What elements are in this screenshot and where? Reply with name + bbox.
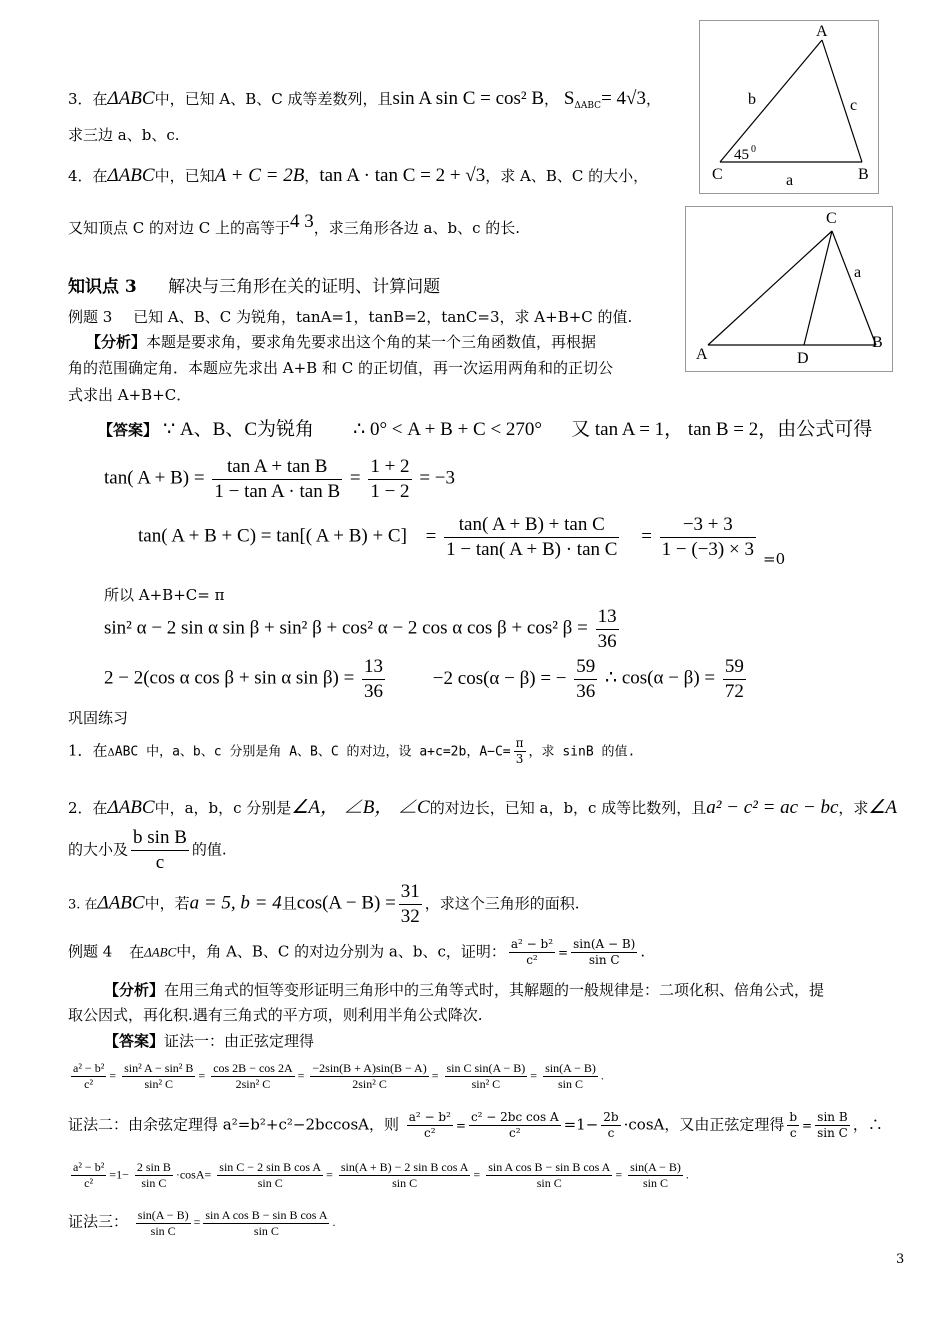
q3-area-symbol: S bbox=[563, 88, 575, 109]
answer-range: ∴ 0° < A + B + C < 270° bbox=[353, 419, 543, 440]
analysis-text-1: 本题是要求角，要求角先要求出这个角的某一个三角函数值，再根据 bbox=[146, 333, 597, 351]
practice-2-line2: 的大小及 $\frac{\text{b sin B}}{c}$ 的值. bbox=[68, 827, 227, 873]
proof-2: 证法二：由余弦定理得 a²=b²+c²−2bccosA，则 $\frac{\text{a² − b²}}{\text{c²}}$ = $\frac{\text{c² − 2bc cos A}}{\text{c²}}$ =1− $\frac{2b}{c}$ ·cosA，又由正弦定理得 $\frac{b}{c}$ = $\frac{\text{sin B}}{\text{sin C}}$ ，∴ bbox=[68, 1110, 883, 1140]
example3-answer-line bbox=[98, 414, 872, 441]
tanabc-frac-2: $\frac{-3 + 3}{1 - (-3) \times 3}$ bbox=[661, 514, 754, 560]
practice-3: 3. 在ΔABC中，若a = 5, b = 4且cos(A − B) = $\frac{31}{32}$ ，求这个三角形的面积. bbox=[68, 881, 580, 927]
question-3-line2: 求三边 a、b、c. bbox=[68, 126, 180, 144]
practice-title: 巩固练习 bbox=[68, 709, 129, 727]
example-3 bbox=[68, 306, 632, 327]
q4-text: 中，已知 bbox=[154, 167, 215, 185]
q4-formula-2: tan A · tan C = 2 + √3 bbox=[319, 165, 486, 186]
q4-height: 4 3 bbox=[290, 211, 314, 232]
q3-area-value: = 4√3 bbox=[601, 88, 646, 109]
q3-triangle: ΔABC bbox=[107, 88, 155, 109]
q3-text: 中，已知 A、B、C 成等差数列，且 bbox=[154, 90, 393, 108]
label-C: C bbox=[826, 210, 837, 227]
label-B: B bbox=[872, 334, 883, 351]
tan-a-plus-b-plus-c: tan( A + B + C) = tan[( A + B) + C] = $\frac{\text{tan( A + B) + tan C}}{\text{1 − tan( A + B) · tan C}}$ = $\frac{-3 + 3}{1 - (-3) \times 3}$ bbox=[138, 514, 754, 560]
example4-analysis-2: 取公因式，再化积.遇有三角式的平方项，则利用半角公式降次. bbox=[68, 1006, 483, 1024]
section-heading bbox=[68, 272, 440, 297]
question-4-line2 bbox=[68, 211, 521, 239]
question-4 bbox=[68, 165, 648, 187]
tanab-lhs: tan( A + B) = bbox=[104, 467, 205, 489]
tanab-frac-1: $\frac{\text{tan A + tan B}}{\text{1 − tan A · tan B}}$ bbox=[214, 456, 341, 502]
answer-given: ∵ A、B、C为锐角 bbox=[163, 419, 315, 440]
proof-1-formula: $\frac{\text{a² − b²}}{\text{c²}}$ = $\frac{\text{sin² A − sin² B}}{\text{sin² C}}$ = $\frac{\cos 2B - \cos 2A}{\text{2sin² C}}$ = $\frac{-2\sin(B + A)\sin(B - A)}{\text{2sin² C}}$ = $\frac{\text{sin C sin(A − B)}}{\text{sin² C}}$ = $\frac{\sin(A - B)}{\text{sin C}}$ . bbox=[73, 1061, 604, 1091]
extra-equation-2: 2 − 2(cos α cos β + sin α sin β) = $\frac{13}{36}$ −2 cos(α − β) = − $\frac{59}{36}$ ∴ cos(α − β) = $\frac{59}{72}$ bbox=[104, 656, 744, 702]
label-degree: 0 bbox=[751, 144, 756, 155]
tanabc-lhs: tan( A + B + C) = tan[( A + B) + C] bbox=[138, 525, 407, 547]
q3-area-sub: ΔABC bbox=[574, 101, 602, 111]
answer-tag: 【答案】 bbox=[98, 421, 159, 439]
example3-label: 例题 3 bbox=[68, 308, 113, 326]
analysis-tag: 【分析】 bbox=[86, 333, 147, 351]
tanab-result: = −3 bbox=[419, 467, 455, 489]
label-a: a bbox=[854, 264, 862, 281]
example3-analysis-3: 式求出 A+B+C． bbox=[68, 386, 192, 404]
example4-analysis-1: 【分析】在用三角式的恒等变形证明三角形中的三角等式时，其解题的一般规律是：二项化积、倍角公式，提 bbox=[104, 981, 825, 999]
q4-prefix: 4．在 bbox=[68, 167, 108, 185]
example3-text: 已知 A、B、C 为锐角，tanA=1，tanB=2，tanC=3，求 A+B+C 的值. bbox=[133, 308, 633, 326]
triangle-diagram-2 bbox=[686, 207, 892, 371]
q4-line2-a: 又知顶点 C 的对边 C 上的高等于 bbox=[68, 219, 291, 237]
q4-triangle: ΔABC bbox=[107, 165, 155, 186]
answer-also: 又 tan A = 1， tan B = 2，由公式可得 bbox=[571, 419, 873, 440]
label-c: c bbox=[850, 97, 858, 114]
q3-end: ， bbox=[645, 90, 661, 108]
q3-formula: sin A sin C = cos² B bbox=[392, 88, 545, 109]
section-title: 解决与三角形在关的证明、计算问题 bbox=[168, 277, 441, 297]
section-label: 知识点 3 bbox=[68, 277, 137, 297]
label-b: b bbox=[748, 91, 756, 108]
triangle-diagram-1 bbox=[700, 21, 878, 193]
label-A: A bbox=[816, 23, 828, 40]
label-angle: 45 bbox=[734, 147, 749, 163]
label-a: a bbox=[786, 172, 794, 189]
proof-2-formula: $\frac{\text{a² − b²}}{\text{c²}}$ =1− $\frac{\text{2 sin B}}{\text{sin C}}$ ·cosA= $\frac{\text{sin C − 2 sin B cos A}}{\text{sin C}}$ = $\frac{\text{sin(A + B) − 2 sin B cos A}}{\text{sin C}}$ = $\frac{\text{sin A cos B − sin B cos A}}{\text{sin C}}$ = $\frac{\sin(A - B)}{\text{sin C}}$ . bbox=[73, 1160, 689, 1190]
q4-formula-1: A + C = 2B bbox=[214, 165, 305, 186]
example3-analysis-2: 角的范围确定角．本题应先求出 A+B 和 C 的正切值，再一次运用两角和的正切公 bbox=[68, 359, 613, 377]
q3-comma: ， bbox=[544, 90, 560, 108]
example-4: 例题 4 在ΔABC中，角 A、B、C 的对边分别为 a、b、c，证明： $\frac{\text{a² − b²}}{\text{c²}}$ = $\frac{\sin(A - B)}{\text{sin C}}$ . bbox=[68, 937, 646, 967]
q4-rest: ，求 A、B、C 的大小， bbox=[485, 167, 649, 185]
triangle-figure-2 bbox=[685, 206, 893, 372]
tan-a-plus-b: tan( A + B) = $\frac{\text{tan A + tan B}}{\text{1 − tan A · tan B}}$ = $\frac{1 + 2}{1 - 2}$ = −3 bbox=[104, 456, 455, 502]
tanabc-zero: =0 bbox=[763, 550, 786, 568]
example3-conclusion: 所以 A+B+C= π bbox=[104, 586, 225, 604]
practice-2: 2．在ΔABC中，a，b，c 分别是∠A， ∠B， ∠C的对边长，已知 a，b，c 成等比数列，且a² − c² = ac − bc，求∠A bbox=[68, 797, 898, 818]
label-C: C bbox=[712, 166, 723, 183]
practice-1: 1．在ΔABC 中，a、b、c 分别是角 A、B、C 的对边，设 a+c=2b，A−C= $\frac{\pi}{3}$ ，求 sinB 的值. bbox=[68, 736, 636, 766]
triangle-figure-1 bbox=[699, 20, 879, 194]
extra-equation-1: sin² α − 2 sin α sin β + sin² β + cos² α − 2 cos α cos β + cos² β = $\frac{13}{36}$ bbox=[104, 606, 617, 652]
page-number: 3 bbox=[896, 1252, 905, 1267]
tanab-frac-2: $\frac{1 + 2}{1 - 2}$ bbox=[370, 456, 410, 502]
q4-comma: ， bbox=[304, 167, 320, 185]
q4-line2-b: ，求三角形各边 a、b、c 的长. bbox=[313, 219, 521, 237]
tanabc-frac-1: $\frac{\text{tan( A + B) + tan C}}{\text{1 − tan( A + B) · tan C}}$ bbox=[446, 514, 618, 560]
label-A: A bbox=[696, 346, 708, 363]
q3-prefix: 3．在 bbox=[68, 90, 108, 108]
question-3 bbox=[68, 88, 661, 111]
proof-3: 证法三： $\frac{\sin(A - B)}{\text{sin C}}$ = $\frac{\text{sin A cos B − sin B cos A}}{\text{sin C}}$ . bbox=[68, 1208, 336, 1238]
example4-answer: 【答案】证法一：由正弦定理得 bbox=[104, 1032, 315, 1050]
label-B: B bbox=[858, 166, 869, 183]
label-D: D bbox=[797, 350, 809, 367]
example3-analysis-1 bbox=[86, 331, 596, 352]
